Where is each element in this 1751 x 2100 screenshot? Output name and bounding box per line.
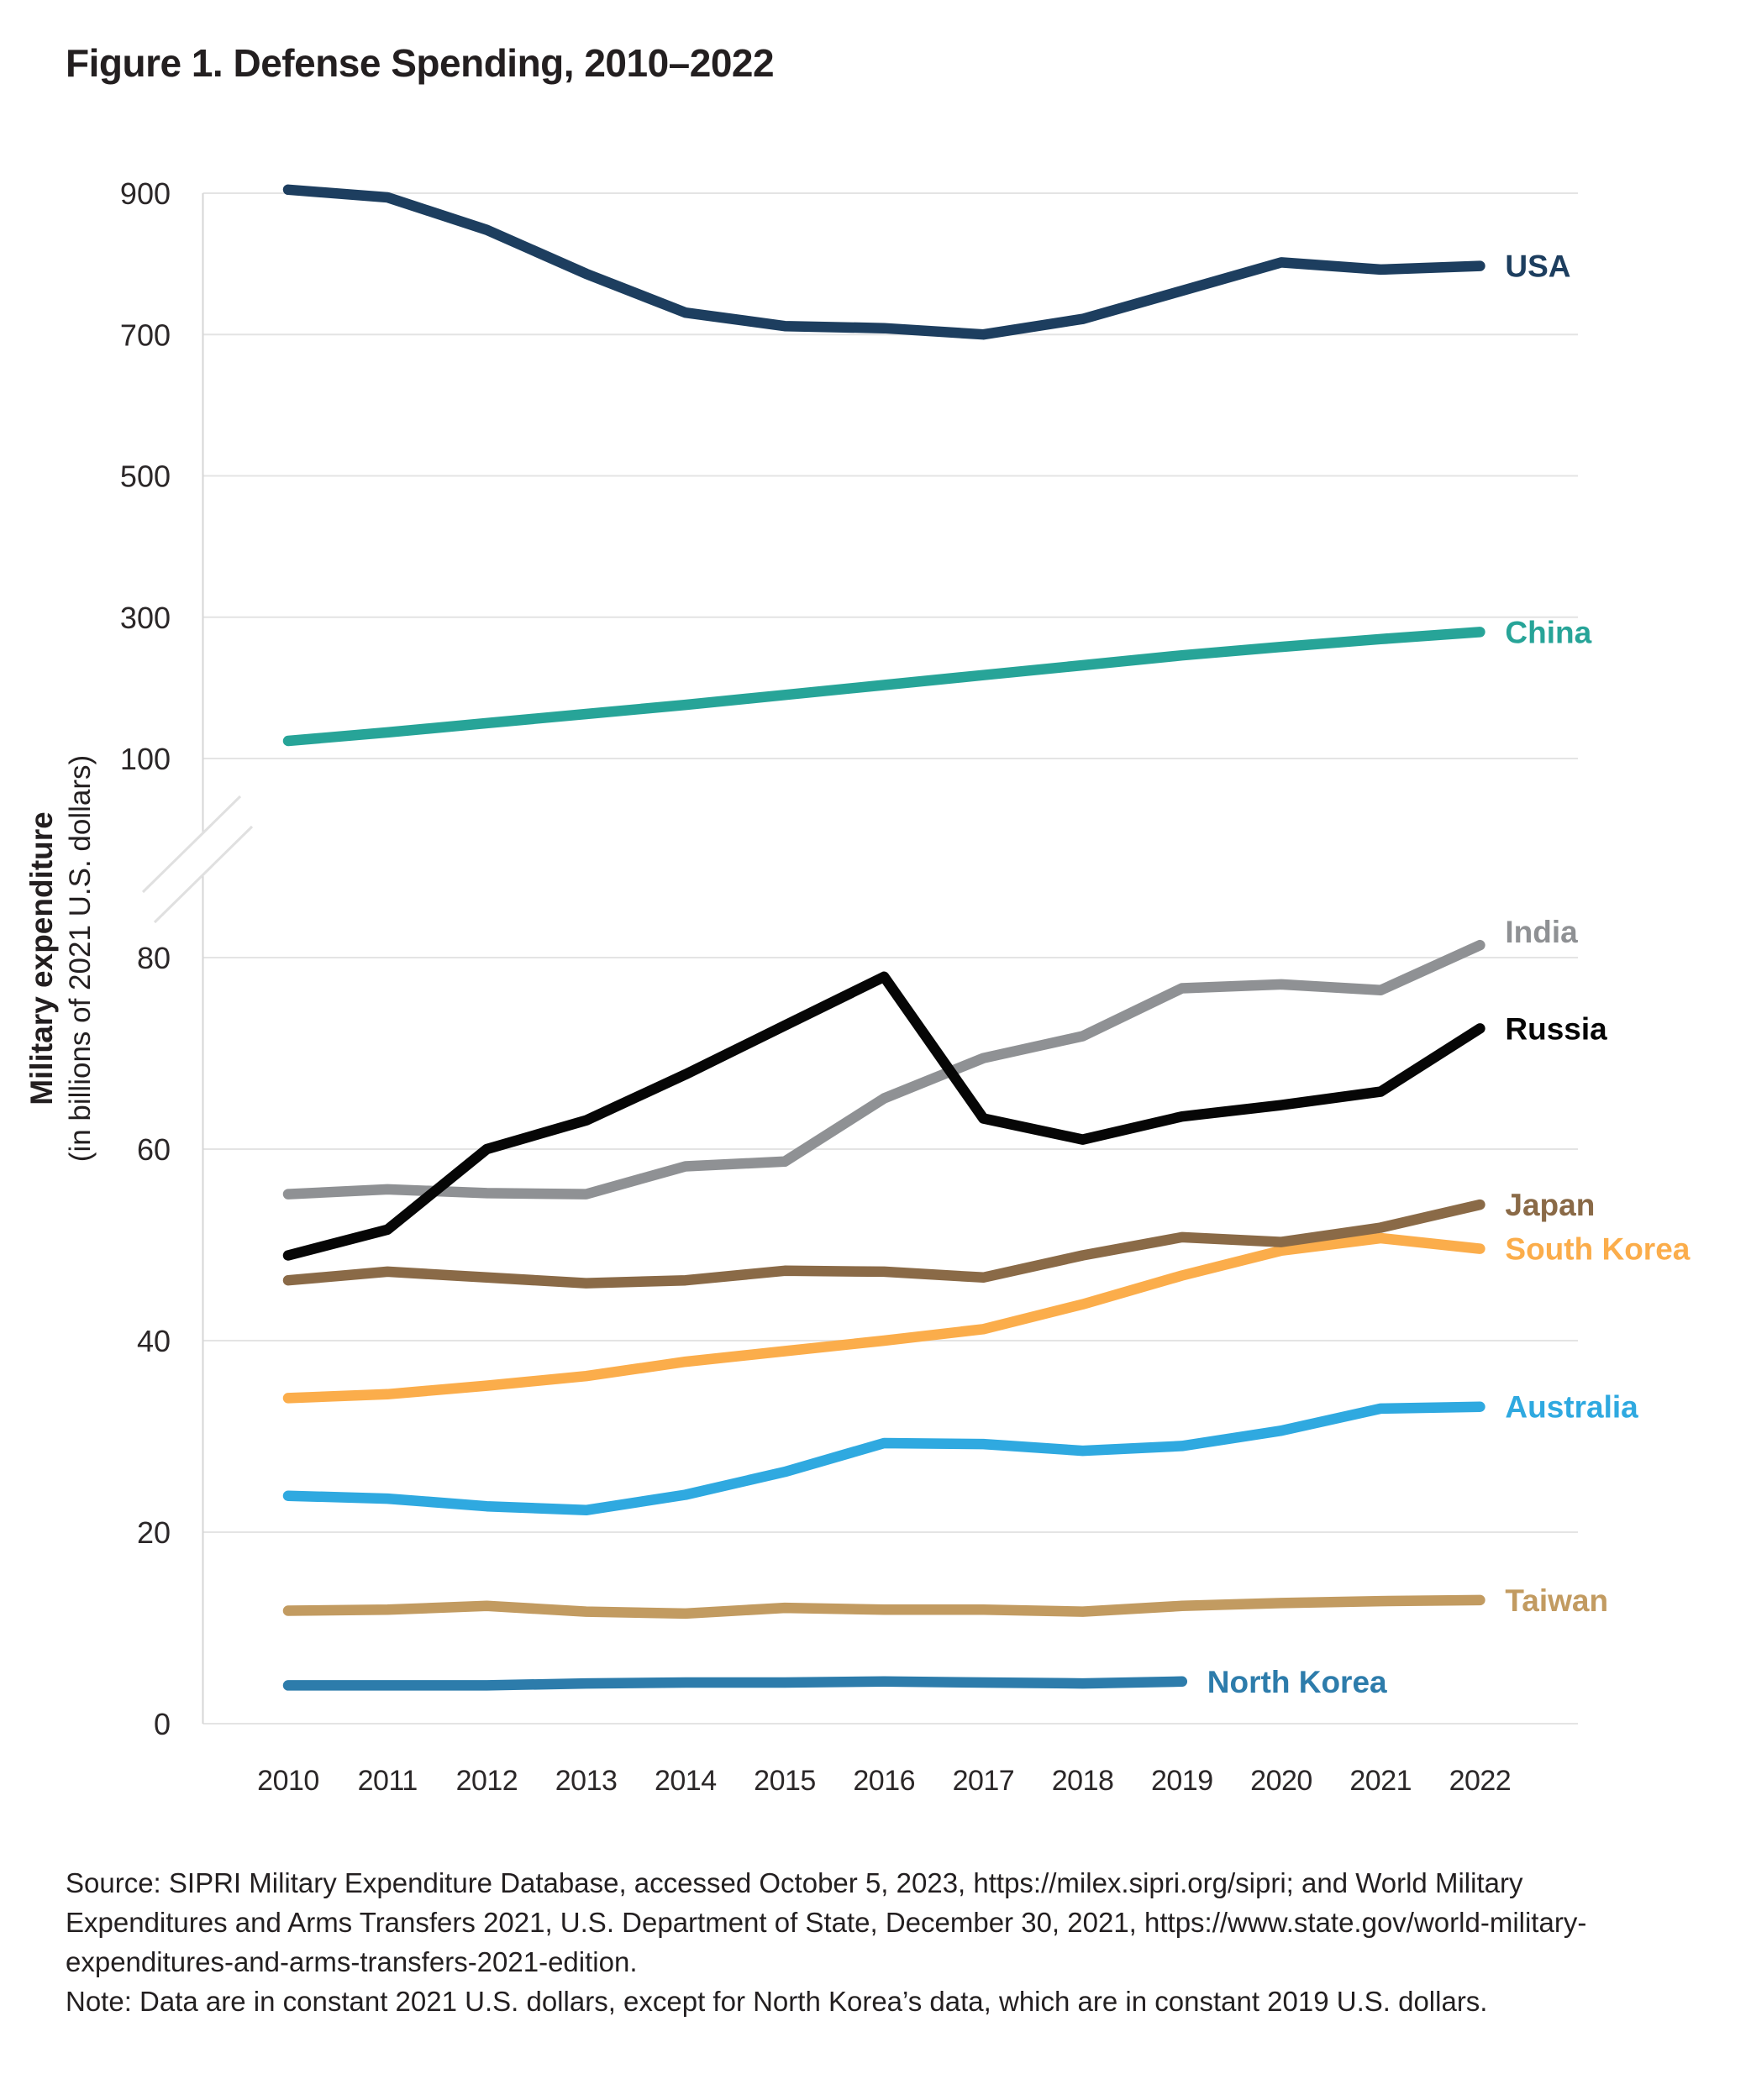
x-tick-label-2013: 2013 — [555, 1765, 618, 1797]
y-tick-label-20: 20 — [136, 1515, 171, 1550]
series-line-australia — [288, 1407, 1480, 1510]
y-tick-label-60: 60 — [136, 1132, 171, 1167]
x-tick-label-2017: 2017 — [952, 1765, 1015, 1797]
series-line-china — [288, 632, 1480, 741]
source-line: Source: SIPRI Military Expenditure Database, accessed October 5, 2023, https://milex.sipri.org/sipri; and World Military — [66, 1867, 1523, 1898]
x-tick-label-2010: 2010 — [257, 1765, 319, 1797]
x-tick-label-2011: 2011 — [357, 1765, 418, 1797]
series-label-north-korea: North Korea — [1207, 1664, 1387, 1699]
page-title: Figure 1. Defense Spending, 2010–2022 — [66, 41, 775, 85]
series-label-australia: Australia — [1505, 1389, 1638, 1425]
y-tick-label-500: 500 — [119, 459, 171, 494]
x-tick-label-2012: 2012 — [455, 1765, 518, 1797]
series-line-taiwan — [288, 1600, 1480, 1614]
series-line-russia — [288, 977, 1480, 1256]
source-line: expenditures-and-arms-transfers-2021-edition. — [66, 1946, 638, 1977]
y-tick-label-0: 0 — [153, 1707, 171, 1741]
y-tick-label-300: 300 — [119, 600, 171, 635]
series-label-russia: Russia — [1505, 1011, 1607, 1047]
y-tick-label-900: 900 — [119, 176, 171, 211]
series-label-usa: USA — [1505, 249, 1571, 284]
series-label-taiwan: Taiwan — [1505, 1583, 1609, 1618]
source-line: Expenditures and Arms Transfers 2021, U.S. Department of State, December 30, 2021, https://www.state.gov/world-military- — [66, 1907, 1587, 1938]
x-tick-label-2014: 2014 — [654, 1765, 717, 1797]
series-line-north-korea — [288, 1682, 1182, 1686]
x-tick-label-2018: 2018 — [1051, 1765, 1114, 1797]
y-tick-label-80: 80 — [136, 941, 171, 975]
series-line-south-korea — [288, 1238, 1480, 1398]
y-axis-title: Military expenditure — [24, 811, 59, 1105]
series-label-south-korea: South Korea — [1505, 1231, 1691, 1267]
y-tick-label-40: 40 — [136, 1324, 171, 1358]
source-note — [66, 1863, 1751, 2021]
series-label-japan: Japan — [1505, 1188, 1596, 1223]
x-tick-label-2022: 2022 — [1449, 1765, 1512, 1797]
axis-break-mark — [143, 796, 240, 892]
y-tick-label-700: 700 — [119, 318, 171, 353]
series-label-india: India — [1505, 915, 1578, 950]
x-tick-label-2021: 2021 — [1349, 1765, 1412, 1797]
y-axis-subtitle: (in billions of 2021 U.S. dollars) — [64, 754, 97, 1163]
series-label-china: China — [1505, 615, 1592, 650]
source-line: Note: Data are in constant 2021 U.S. dollars, except for North Korea’s data, which are in constant 2019 U.S. dollars. — [66, 1986, 1488, 2017]
x-tick-label-2016: 2016 — [853, 1765, 916, 1797]
x-tick-label-2015: 2015 — [754, 1765, 816, 1797]
series-line-usa — [288, 190, 1480, 334]
y-tick-label-100: 100 — [119, 742, 171, 776]
x-tick-label-2020: 2020 — [1250, 1765, 1312, 1797]
series-line-japan — [288, 1205, 1480, 1284]
x-tick-label-2019: 2019 — [1150, 1765, 1213, 1797]
